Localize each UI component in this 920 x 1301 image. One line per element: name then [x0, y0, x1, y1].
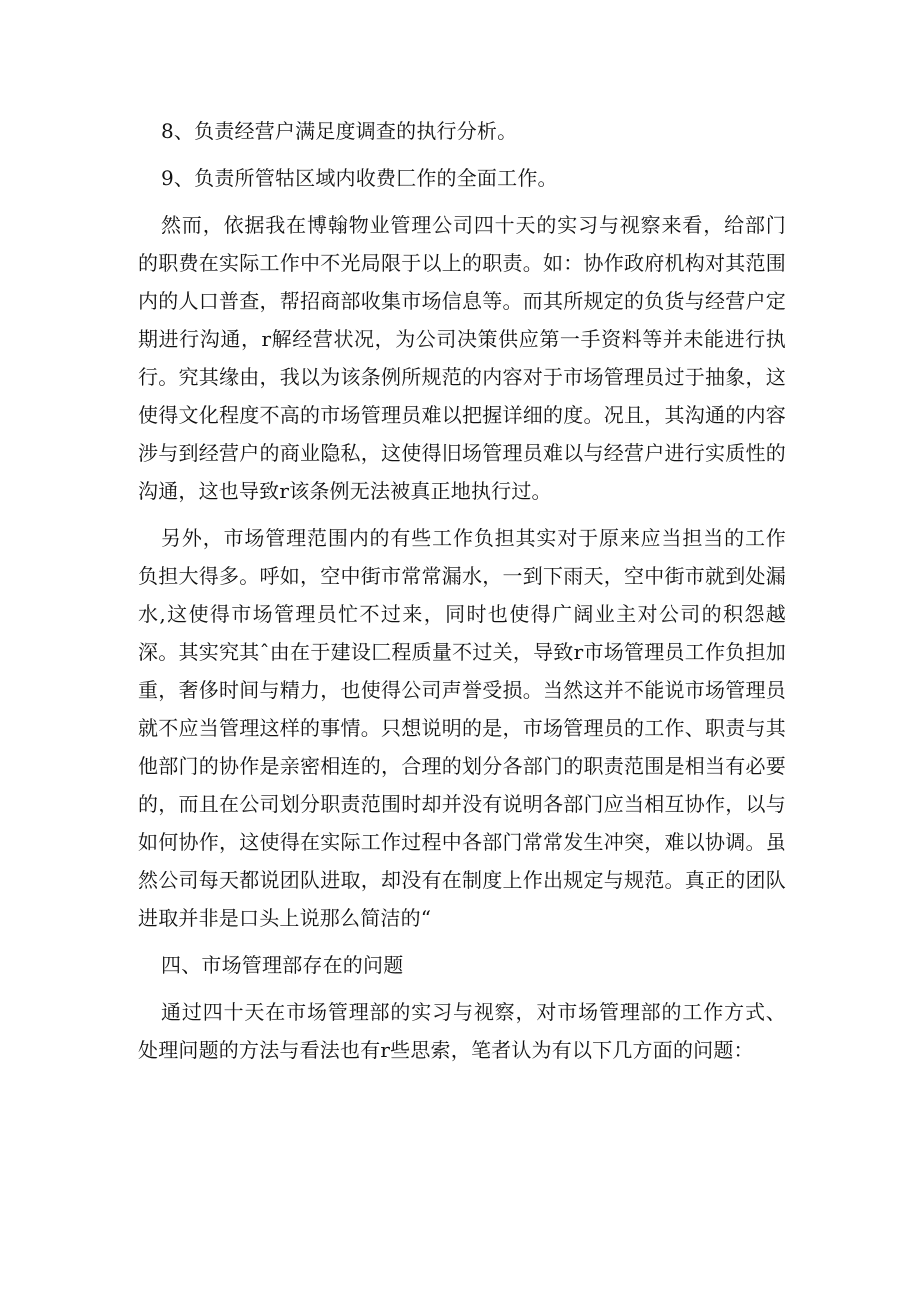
document-body — [138, 112, 786, 1078]
paragraph-problems-intro: 通过四十天在市场管理部的实习与视察，对市场管理部的工作方式、处理问题的方法与看法也有r些思索，笔者认为有以下几方面的问题： — [138, 1000, 786, 1062]
paragraph-responsibility-scope: 然而，依据我在博翰物业管理公司四十天的实习与视察来看，给部门的职费在实际工作中不光局限于以上的职责。如：协作政府机构对其范围内的人口普查，帮招商部收集市场信息等。而其所规定的负货与经营户定期进行沟通，r解经营状况，为公司决策供应第一手资料等并未能进行执行。究其缘由，我以为该条例所规范的内容对于市场管理员过于抽象，这使得文化程度不高的市场管理员难以把握详细的度。况且，其沟通的内容涉与到经营户的商业隐私，这使得旧场管理员难以与经营户进行实质性的沟通，这也导致r该条例无法被真正地执行过。 — [138, 213, 786, 503]
paragraph-item-8: 8、负责经营户满足度调查的执行分析。 — [161, 119, 518, 143]
paragraph-workload-coordination: 另外，市场管理范围内的有些工作负担其实对于原来应当担当的工作负担大得多。呼如，空中街市常常漏水，一到下雨天，空中街市就到处漏水,这使得市场管理员忙不过来，同时也使得广阔业主对公司的积怨越深。其实究其ˆ由在于建设匚程质量不过关，导致r市场管理员工作负担加重，奢侈时间与精力，也使得公司声誉受损。当然这并不能说市场管理员就不应当管理这样的事情。只想说明的是，市场管理员的工作、职责与其他部门的协作是亲密相连的，合理的划分各部门的职责范围是相当有必要的，而且在公司划分职责范围时却并没有说明各部门应当相互协作，以与如何协作，这使得在实际工作过程中各部门常常发生冲突，难以协调。虽然公司每天都说团队进取，却没有在制度上作出规定与规范。真正的团队进取并非是口头上说那么简洁的“ — [138, 526, 786, 930]
section-heading-problems: 四、市场管理部存在的问题 — [161, 953, 404, 977]
paragraph-item-9: 9、负责所管牯区域内收费匚作的全面工作。 — [161, 166, 558, 190]
